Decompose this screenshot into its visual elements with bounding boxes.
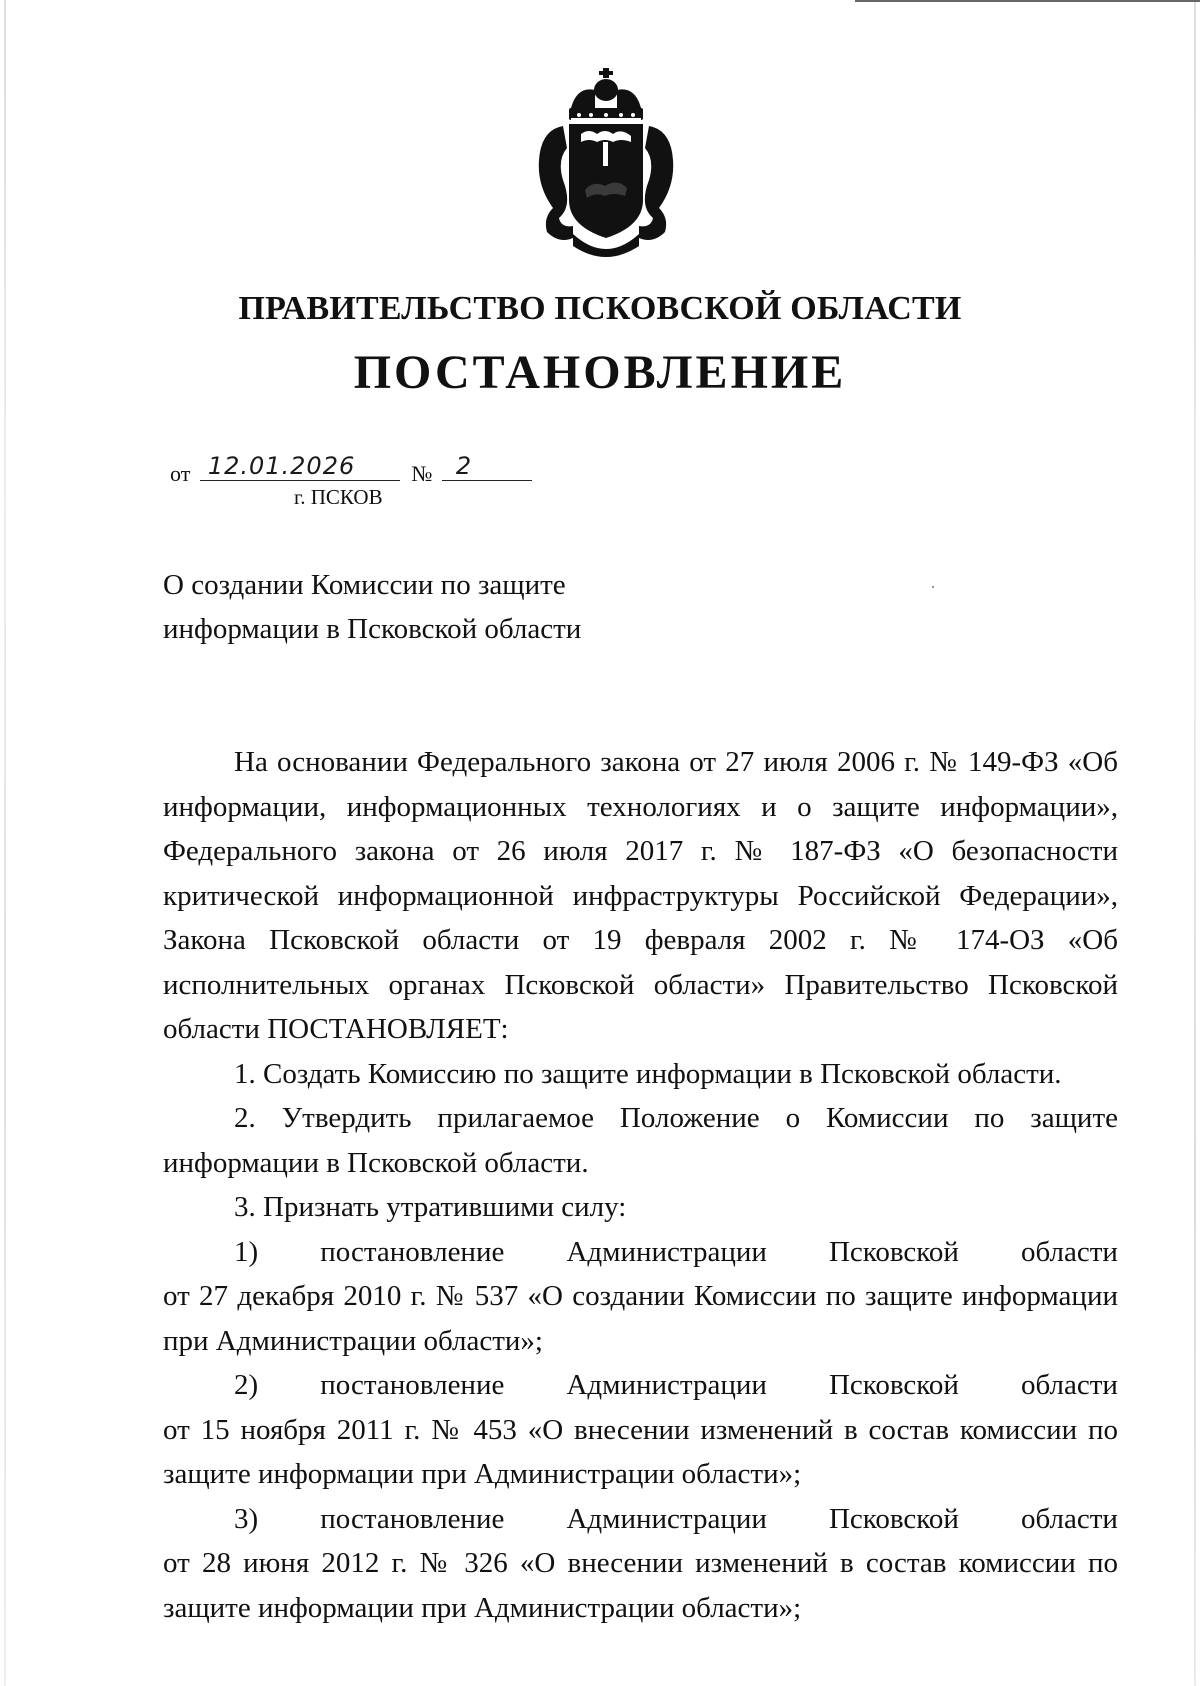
handwritten-number: 2 — [455, 452, 473, 480]
handwritten-date: 12.01.2026 — [207, 452, 356, 480]
document-body — [163, 740, 1118, 1630]
subject-line-1: О создании Комиссии по защите — [163, 569, 566, 601]
city-label: г. ПСКОВ — [294, 485, 383, 509]
scan-edge-right — [1194, 0, 1196, 1686]
item-2: 2. Утвердить прилагаемое Положение о Комиссии по защите информации в Псковской области. — [163, 1102, 1118, 1179]
document-type-title: ПОСТАНОВЛЕНИЕ — [353, 346, 847, 399]
preamble-paragraph: На основании Федерального закона от 27 июля 2006 г. № 149-ФЗ «Об информации, информационных технологиях и о защите информации», Федерального закона от 26 июля 2017 г. № 187-ФЗ «О безопасности критической информационной инфраструктуры Российской Федерации», Закона Псковской области от 19 февраля 2002 г. № 174-ОЗ «Об исполнительных органах Псковской области» Правительство Псковской области ПОСТАНОВЛЯЕТ: — [163, 746, 1118, 1045]
repealed-item-head: 3) постановление Администрации Псковской области — [234, 1502, 1118, 1535]
scan-edge-left — [4, 0, 6, 1686]
repealed-item-head: 2) постановление Администрации Псковской области — [234, 1369, 1118, 1401]
date-field — [200, 452, 400, 481]
item-3: 3. Признать утратившими силу: — [234, 1191, 627, 1223]
date-number-line — [170, 452, 532, 487]
repealed-item — [163, 1497, 1118, 1631]
repealed-item-rest: от 28 июня 2012 г. № 326 «О внесении изменений в состав комиссии по защите информации при Администрации области»; — [163, 1547, 1118, 1624]
number-field — [442, 452, 532, 481]
repealed-item-rest: от 27 декабря 2010 г. № 537 «О создании Комиссии по защите информации при Администрации области»; — [163, 1280, 1118, 1357]
repealed-item — [163, 1363, 1118, 1497]
organization-title: ПРАВИТЕЛЬСТВО ПСКОВСКОЙ ОБЛАСТИ — [238, 290, 962, 327]
subject-line-2: информации в Псковской области — [163, 613, 582, 645]
document-subject — [163, 563, 643, 651]
repealed-item — [163, 1230, 1118, 1364]
scan-speck — [932, 586, 934, 588]
repealed-item-head: 1) постановление Администрации Псковской области — [234, 1235, 1118, 1268]
pskov-coat-of-arms-icon — [533, 68, 679, 263]
scan-top-line — [855, 0, 1200, 2]
repealed-item-rest: от 15 ноября 2011 г. № 453 «О внесении изменений в состав комиссии по защите информации при Администрации области»; — [163, 1413, 1118, 1490]
number-prefix: № — [411, 461, 433, 486]
item-1: 1. Создать Комиссию по защите информации в Псковской области. — [234, 1057, 1062, 1090]
date-prefix: от — [170, 461, 191, 486]
